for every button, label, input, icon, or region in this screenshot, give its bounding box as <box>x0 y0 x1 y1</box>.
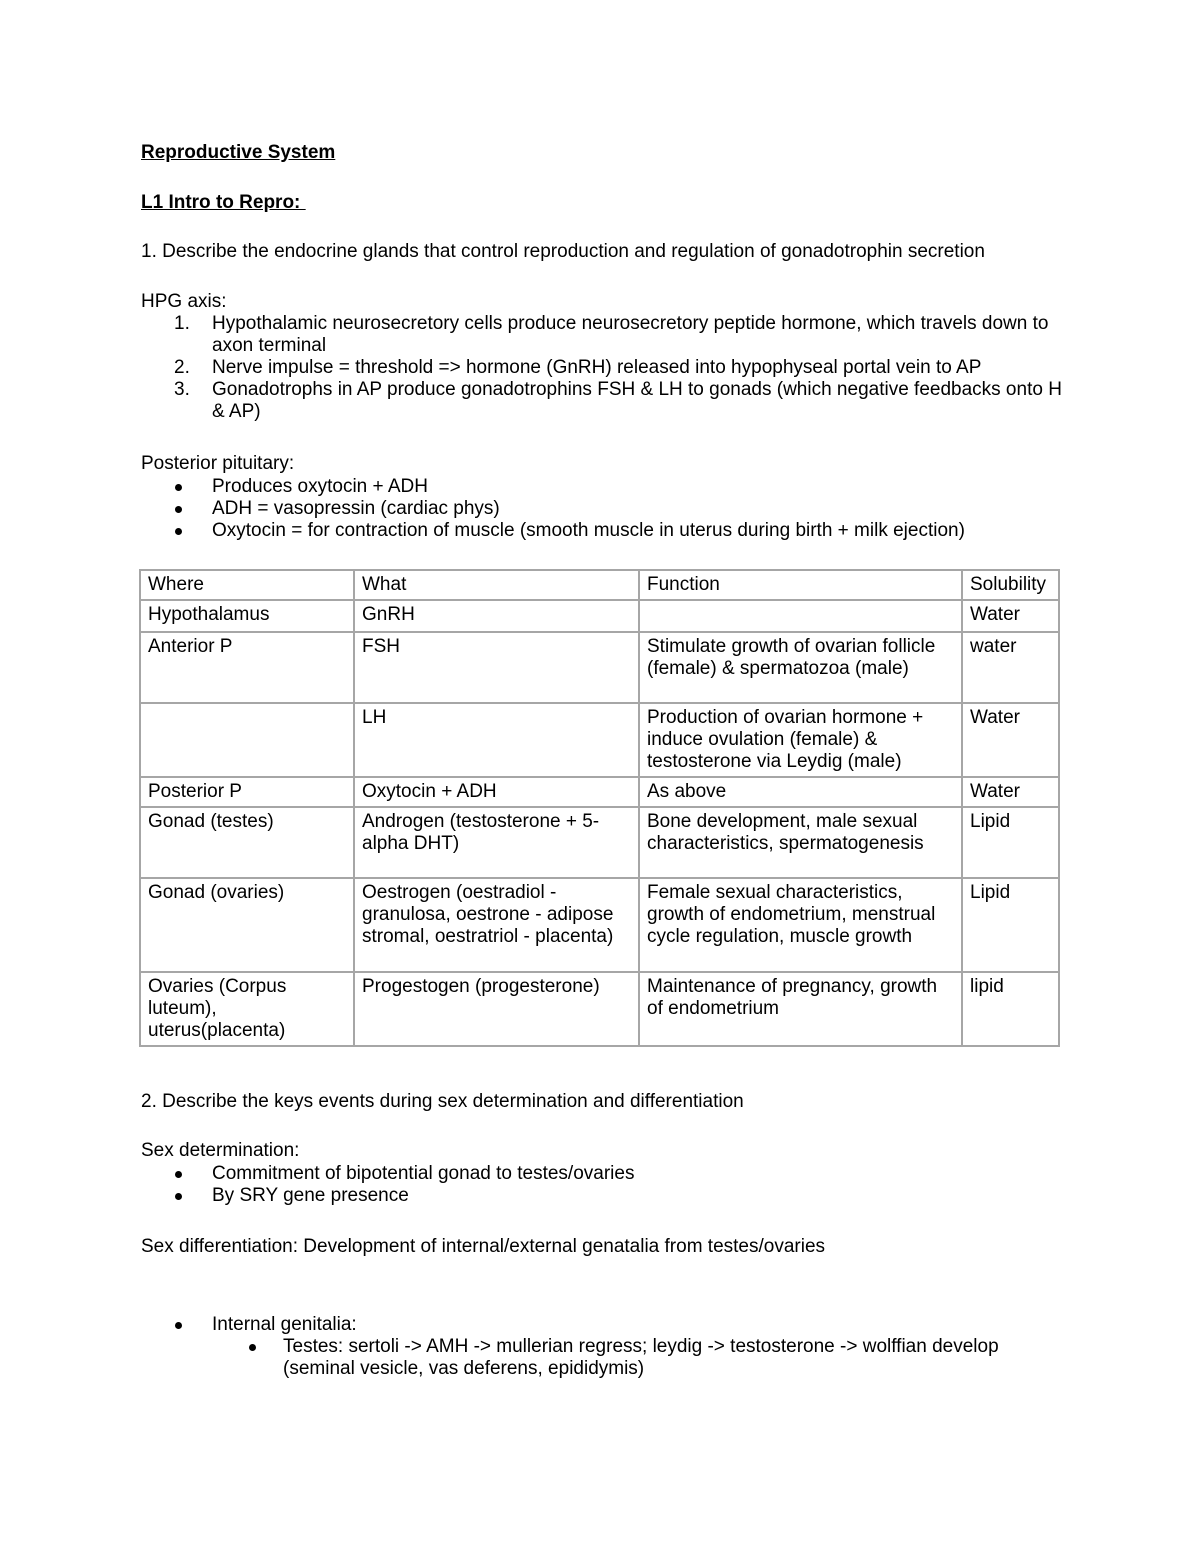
table-row <box>140 878 1059 972</box>
list-item <box>141 498 1071 520</box>
list-item-text: ADH = vasopressin (cardiac phys) <box>212 498 500 519</box>
table-cell: Stimulate growth of ovarian follicle (female) & spermatozoa (male) <box>639 632 962 703</box>
bullet-icon <box>175 506 182 513</box>
bullet-icon <box>175 1322 182 1329</box>
table-cell: Bone development, male sexual characteristics, spermatogenesis <box>639 807 962 878</box>
list-item-text: Commitment of bipotential gonad to testes/ovaries <box>212 1163 635 1184</box>
list-item-text: Nerve impulse = threshold => hormone (GnRH) released into hypophyseal portal vein to AP <box>212 357 982 378</box>
table-row <box>140 777 1059 807</box>
page-title: Reproductive System <box>141 142 336 163</box>
table-cell: Maintenance of pregnancy, growth of endometrium <box>639 972 962 1046</box>
table-row <box>140 807 1059 878</box>
table-cell: Water <box>962 703 1059 777</box>
table-cell: Water <box>962 600 1059 632</box>
list-item <box>141 476 1071 498</box>
table-row <box>140 703 1059 777</box>
list-item-text: By SRY gene presence <box>212 1185 409 1206</box>
bullet-icon <box>175 1171 182 1178</box>
table-cell: Androgen (testosterone + 5-alpha DHT) <box>354 807 639 878</box>
table-cell: Gonad (ovaries) <box>140 878 354 972</box>
list-item-text: Produces oxytocin + ADH <box>212 476 428 497</box>
table-cell: Oestrogen (oestradiol - granulosa, oestrone - adipose stromal, oestratriol - placenta) <box>354 878 639 972</box>
lecture-heading: L1 Intro to Repro: <box>141 192 306 213</box>
table-header-cell: Function <box>639 570 962 600</box>
list-number: 2. <box>174 357 190 378</box>
bullet-icon <box>175 484 182 491</box>
internal-genitalia-sublist <box>212 1336 1071 1380</box>
list-item-text: Oxytocin = for contraction of muscle (smooth muscle in uterus during birth + milk ejection) <box>212 520 965 541</box>
list-item <box>141 1185 1071 1207</box>
table-cell: lipid <box>962 972 1059 1046</box>
table-cell <box>140 703 354 777</box>
posterior-pituitary-list <box>141 476 1071 542</box>
table-cell: LH <box>354 703 639 777</box>
bullet-icon <box>175 528 182 535</box>
list-item-text: Gonadotrophs in AP produce gonadotrophins FSH & LH to gonads (which negative feedbacks onto H & AP) <box>212 379 1062 422</box>
list-item <box>141 379 1071 423</box>
table-cell: Lipid <box>962 878 1059 972</box>
hpg-axis-label: HPG axis: <box>141 291 227 312</box>
list-item <box>141 1163 1071 1185</box>
list-item-text: Testes: sertoli -> AMH -> mullerian regress; leydig -> testosterone -> wolffian develop (seminal vesicle, vas deferens, epididymis) <box>283 1336 999 1379</box>
list-item <box>141 520 1071 542</box>
sex-determination-label: Sex determination: <box>141 1140 300 1161</box>
table-cell <box>639 600 962 632</box>
table-header-cell: Solubility <box>962 570 1059 600</box>
list-item-text: Hypothalamic neurosecretory cells produce neurosecretory peptide hormone, which travels down to axon terminal <box>212 313 1049 356</box>
table-cell: FSH <box>354 632 639 703</box>
sex-determination-list <box>141 1163 1071 1207</box>
internal-genitalia-list <box>141 1314 1071 1380</box>
hormone-table <box>139 569 1060 1047</box>
table-cell: Production of ovarian hormone + induce ovulation (female) & testosterone via Leydig (male) <box>639 703 962 777</box>
table-cell: Anterior P <box>140 632 354 703</box>
question-2: 2. Describe the keys events during sex determination and differentiation <box>141 1091 744 1112</box>
table-cell: Lipid <box>962 807 1059 878</box>
question-1: 1. Describe the endocrine glands that control reproduction and regulation of gonadotrophin secretion <box>141 241 985 262</box>
bullet-icon <box>249 1344 256 1351</box>
table-cell: As above <box>639 777 962 807</box>
table-cell: Hypothalamus <box>140 600 354 632</box>
list-item <box>212 1336 1071 1380</box>
list-number: 1. <box>174 313 190 334</box>
list-item-text: Internal genitalia: <box>212 1314 357 1335</box>
table-row <box>140 972 1059 1046</box>
table-header-cell: What <box>354 570 639 600</box>
list-item <box>141 1314 1071 1380</box>
table-cell: Gonad (testes) <box>140 807 354 878</box>
table-row <box>140 600 1059 632</box>
table-cell: water <box>962 632 1059 703</box>
list-item <box>141 313 1071 357</box>
table-row <box>140 632 1059 703</box>
table-cell: Progestogen (progesterone) <box>354 972 639 1046</box>
posterior-pituitary-label: Posterior pituitary: <box>141 453 295 474</box>
table-cell: Ovaries (Corpus luteum), uterus(placenta) <box>140 972 354 1046</box>
table-cell: Water <box>962 777 1059 807</box>
list-number: 3. <box>174 379 190 400</box>
sex-differentiation-text: Sex differentiation: Development of internal/external genatalia from testes/ovaries <box>141 1236 826 1257</box>
list-item <box>141 357 1071 379</box>
table-cell: Oxytocin + ADH <box>354 777 639 807</box>
table-cell: GnRH <box>354 600 639 632</box>
table-header-row <box>140 570 1059 600</box>
table-header-cell: Where <box>140 570 354 600</box>
table-cell: Posterior P <box>140 777 354 807</box>
bullet-icon <box>175 1193 182 1200</box>
table-cell: Female sexual characteristics, growth of endometrium, menstrual cycle regulation, muscle growth <box>639 878 962 972</box>
hpg-axis-list <box>141 313 1071 423</box>
